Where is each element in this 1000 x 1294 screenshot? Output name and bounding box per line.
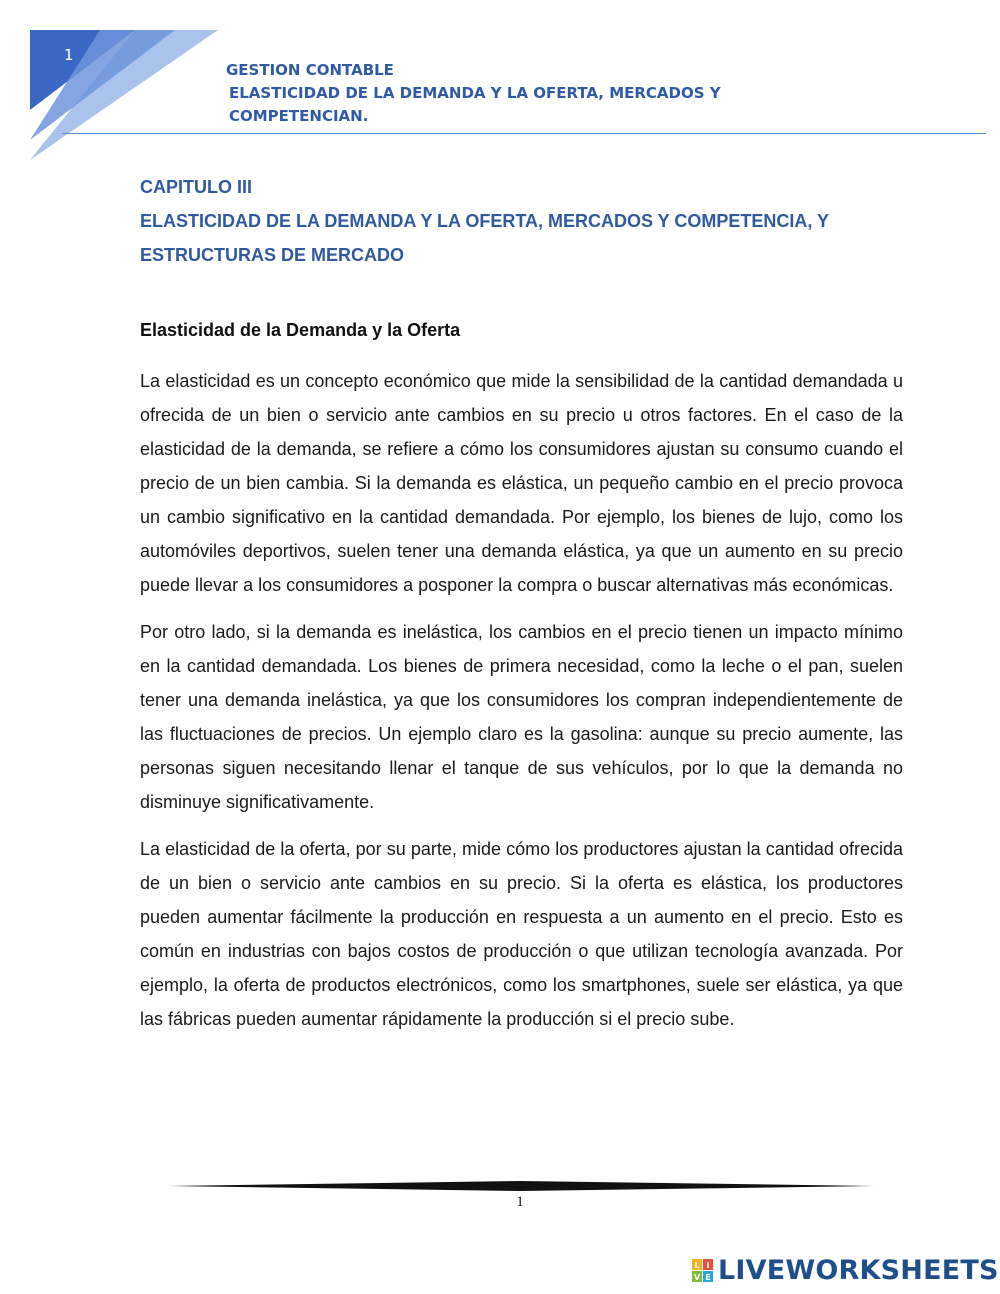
paragraph: Por otro lado, si la demanda es inelástica, los cambios en el precio tienen un impacto mínimo en la cantidad demandada. Los bienes de primera necesidad, como la leche o el pan, suelen tener una demanda inelástica, ya que los consumidores los compran independientemente de las fluctuaciones de precios. Un ejemplo claro es la gasolina: aunque su precio aumente, las personas siguen necesitando llenar el tanque de sus vehículos, por lo que la demanda no disminuye significativamente.: [140, 622, 903, 812]
svg-text:E: E: [705, 1272, 711, 1282]
footer-page-number: 1: [516, 1194, 524, 1210]
svg-text:V: V: [693, 1272, 701, 1282]
paragraph: La elasticidad de la oferta, por su parte, mide cómo los productores ajustan la cantidad ofrecida de un bien o servicio ante cambios en su precio. Si la oferta es elástica, los productores pueden aumentar fácilmente la producción en respuesta a un aumento en el precio. Esto es común en industrias con bajos costos de producción o que utilizan tecnología avanzada. Por ejemplo, la oferta de productos electrónicos, como los smartphones, suele ser elástica, ya que las fábricas pueden aumentar rápidamente la producción si el precio sube.: [140, 839, 903, 1029]
liveworksheets-logo-icon: [692, 1259, 714, 1283]
course-title: GESTION CONTABLE: [226, 61, 394, 79]
topic-line-2: COMPETENCIAN.: [229, 107, 369, 125]
header-divider: [62, 133, 986, 134]
chapter-heading: [140, 170, 905, 272]
chapter-label: CAPITULO III: [140, 177, 252, 197]
svg-text:L: L: [694, 1260, 700, 1270]
chapter-title: ELASTICIDAD DE LA DEMANDA Y LA OFERTA, MERCADOS Y COMPETENCIA, Y ESTRUCTURAS DE MERCADO: [140, 211, 829, 265]
header-page-number: 1: [64, 46, 74, 64]
brand-name: LIVEWORKSHEETS: [718, 1255, 999, 1286]
paragraph: La elasticidad es un concepto económico que mide la sensibilidad de la cantidad demandada u ofrecida de un bien o servicio ante cambios en su precio u otros factores. En el caso de la elasticidad de la demanda, se refiere a cómo los consumidores ajustan su consumo cuando el precio de un bien cambia. Si la demanda es elástica, un pequeño cambio en el precio provoca un cambio significativo en la cantidad demandada. Por ejemplo, los bienes de lujo, como los automóviles deportivos, suelen tener una demanda elástica, ya que un aumento en su precio puede llevar a los consumidores a posponer la compra o buscar alternativas más económicas.: [140, 371, 903, 595]
topic-line-1: ELASTICIDAD DE LA DEMANDA Y LA OFERTA, MERCADOS Y: [229, 84, 721, 102]
section-heading: Elasticidad de la Demanda y la Oferta: [140, 320, 461, 340]
footer-divider: [168, 1180, 874, 1192]
liveworksheets-brand[interactable]: [692, 1255, 999, 1286]
body-text: [140, 364, 903, 1049]
svg-text:I: I: [706, 1260, 710, 1270]
header-corner-graphic: [0, 0, 230, 170]
document-header: [226, 59, 721, 128]
